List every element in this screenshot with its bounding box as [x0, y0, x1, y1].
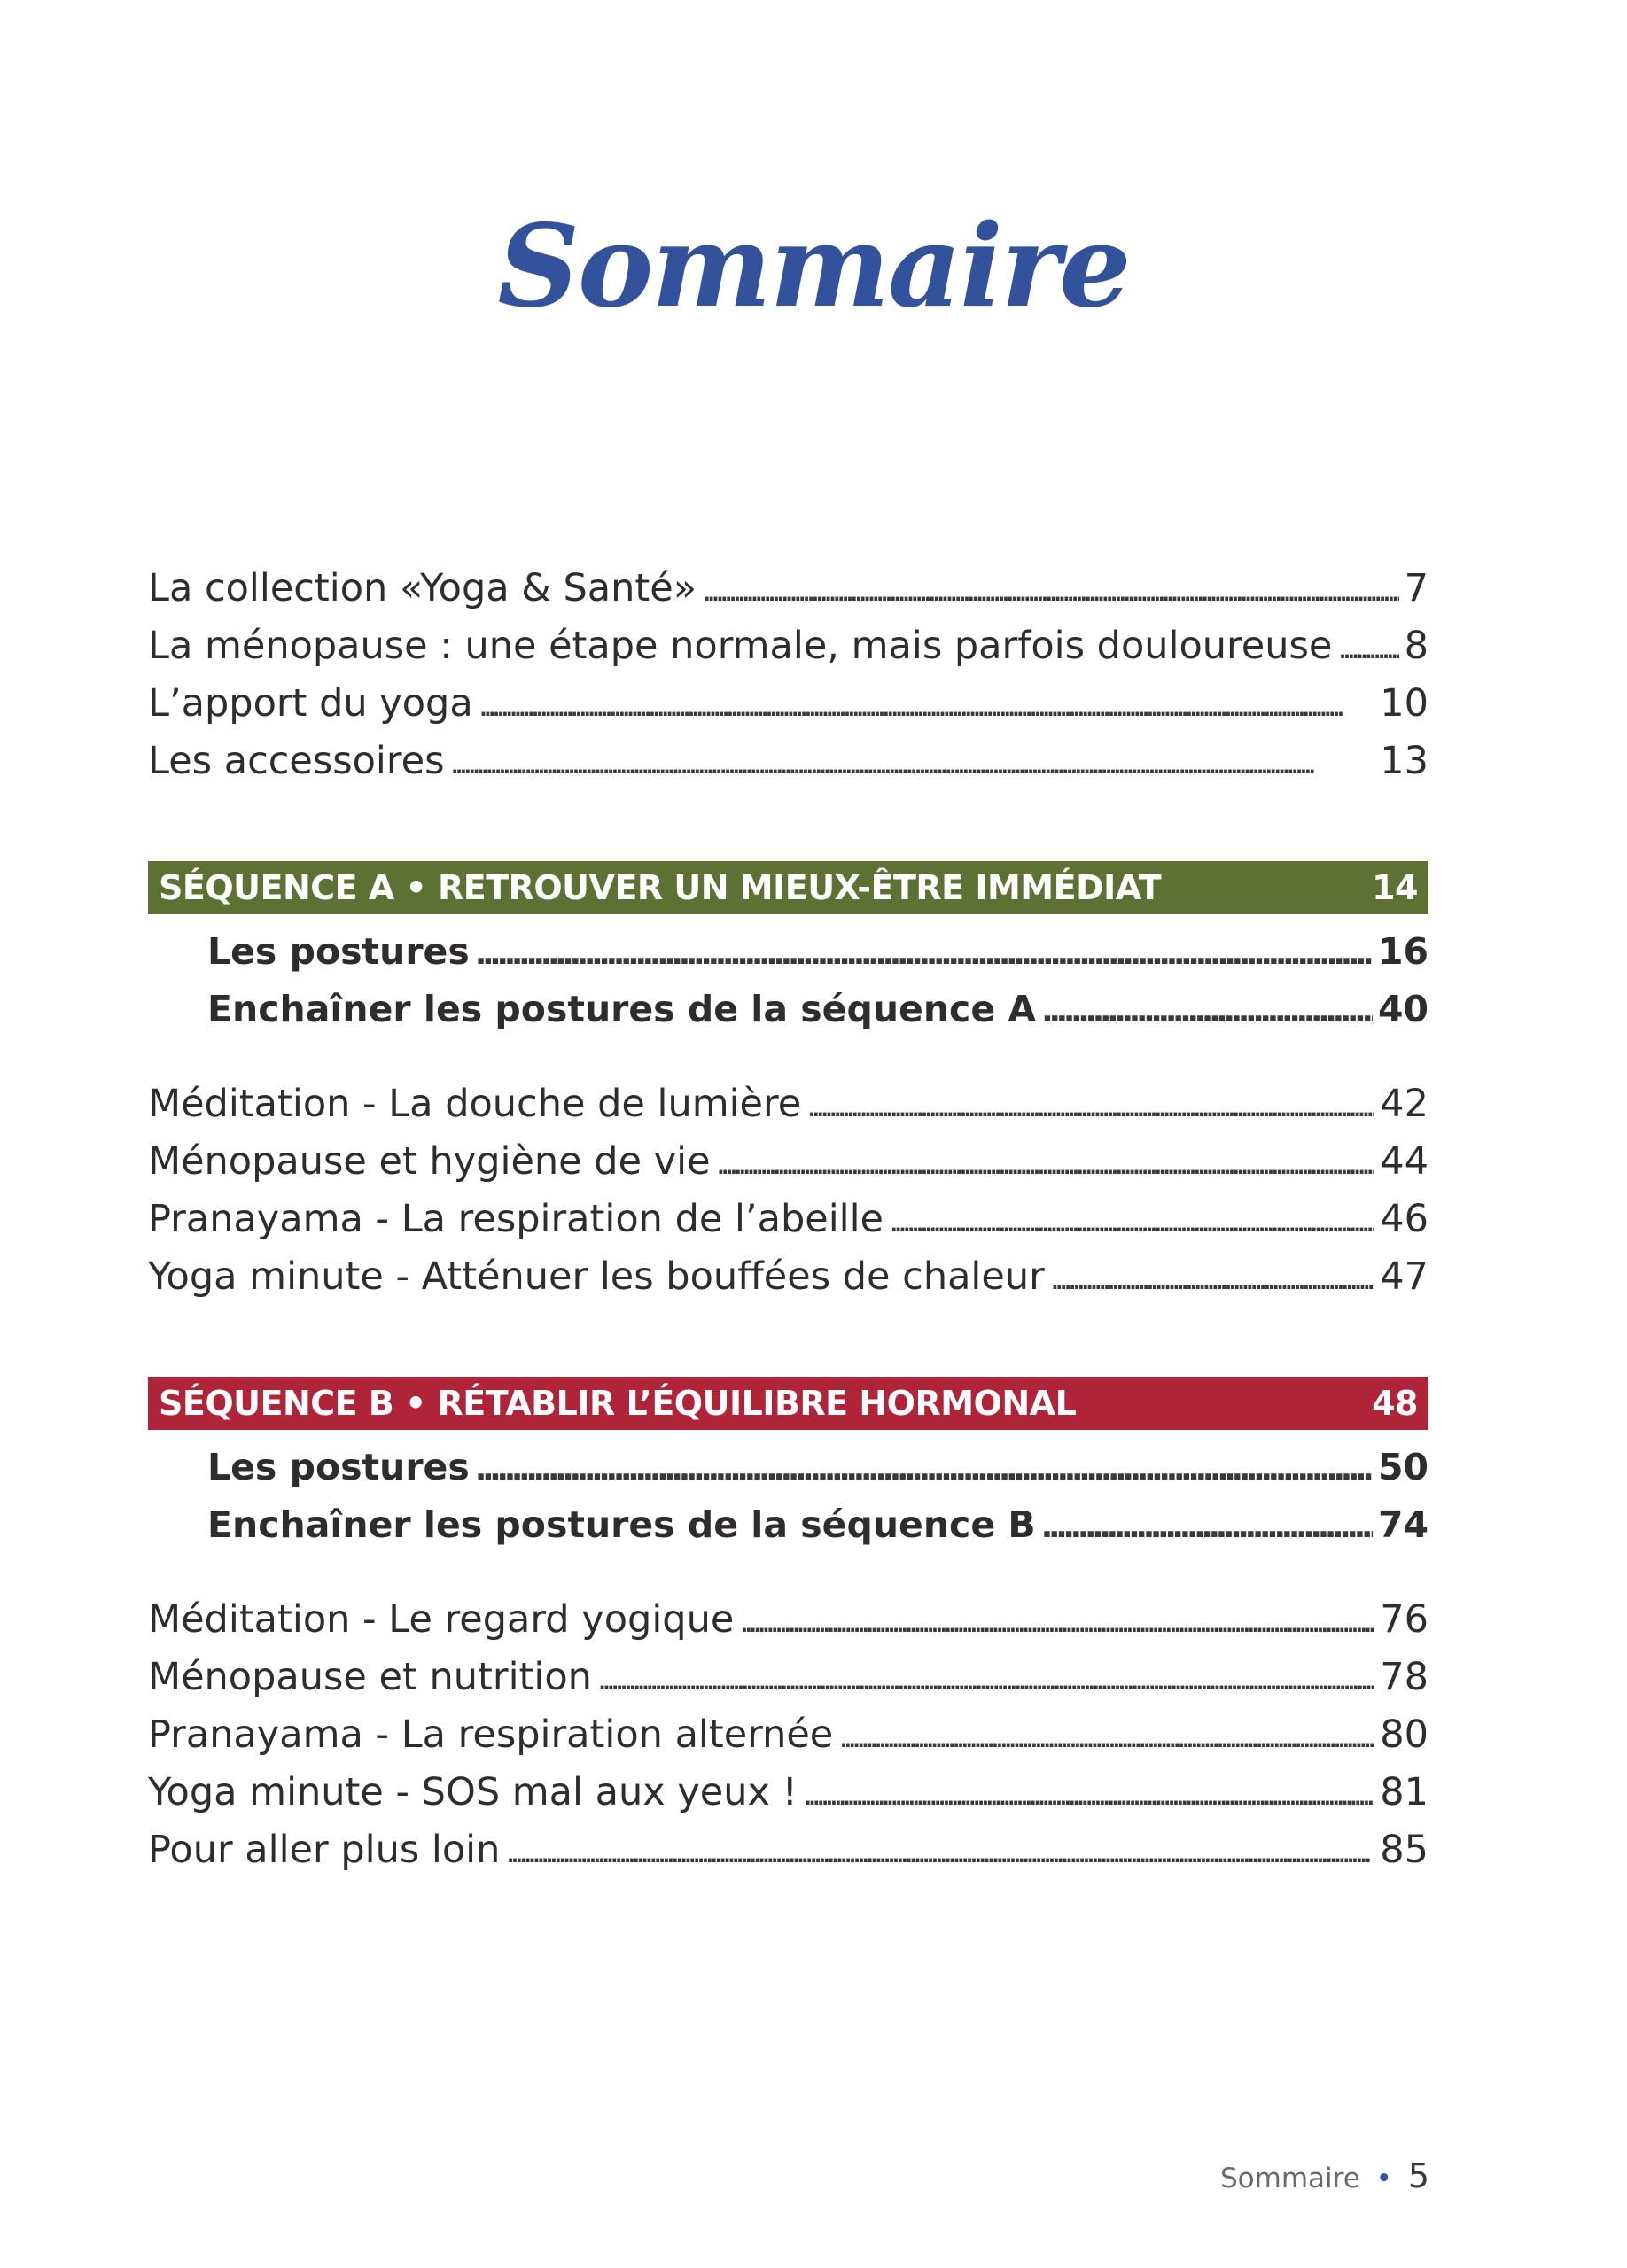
dot-leader — [702, 560, 1399, 617]
dot-leader — [449, 733, 1374, 790]
toc-entry-label: Méditation - Le regard yogique — [148, 1597, 735, 1642]
toc-subentry-page: 50 — [1377, 1446, 1428, 1488]
toc-entry-page: 46 — [1380, 1197, 1428, 1241]
toc-entry-page: 8 — [1404, 624, 1428, 668]
dot-leader — [838, 1706, 1374, 1764]
page-number: 5 — [1407, 2156, 1429, 2195]
toc-entry[interactable] — [148, 617, 1428, 675]
dot-leader — [1337, 617, 1398, 675]
toc-entry-label: Yoga minute - SOS mal aux yeux ! — [148, 1770, 798, 1814]
page-footer — [1220, 2156, 1429, 2195]
toc-subentry-label: Enchaîner les postures de la séquence B — [207, 1503, 1036, 1546]
toc-entry-page: 13 — [1380, 739, 1428, 783]
toc-entry-label: La collection «Yoga & Santé» — [148, 566, 697, 610]
dot-leader — [739, 1591, 1374, 1649]
dot-leader — [803, 1764, 1374, 1821]
toc-subentry-page: 40 — [1377, 988, 1428, 1030]
toc-subentry-page: 74 — [1377, 1503, 1428, 1546]
spacer — [148, 1038, 1428, 1076]
toc-entry-page: 44 — [1380, 1139, 1428, 1184]
dot-leader — [597, 1649, 1374, 1706]
toc-entry-label: Les accessoires — [148, 739, 445, 783]
toc-entry-page: 76 — [1380, 1597, 1428, 1642]
footer-bullet: • — [1375, 2163, 1392, 2194]
toc-entry-label: La ménopause : une étape normale, mais parfois douloureuse — [148, 624, 1333, 668]
sequence-a-heading[interactable] — [148, 861, 1428, 914]
toc-entry-page: 85 — [1380, 1828, 1428, 1872]
toc-entry[interactable] — [148, 1133, 1428, 1191]
toc-subentry[interactable] — [148, 923, 1428, 981]
page-title: Sommaire — [497, 199, 1130, 333]
dot-leader — [475, 923, 1373, 981]
toc-entry[interactable] — [148, 560, 1428, 617]
spacer — [148, 1306, 1428, 1377]
toc-entry-label: Pranayama - La respiration alternée — [148, 1713, 834, 1757]
toc-entry-page: 7 — [1404, 566, 1428, 610]
toc-entry-page: 10 — [1380, 681, 1428, 726]
spacer — [148, 790, 1428, 861]
dot-leader — [889, 1191, 1374, 1248]
toc-entry[interactable] — [148, 1248, 1428, 1306]
toc-entry[interactable] — [148, 675, 1428, 733]
toc-entry[interactable] — [148, 733, 1428, 790]
toc-entry-page: 47 — [1380, 1254, 1428, 1299]
toc-entry-label: Ménopause et hygiène de vie — [148, 1139, 711, 1184]
dot-leader — [716, 1133, 1375, 1191]
sequence-b-title: SÉQUENCE B • RÉTABLIR L’ÉQUILIBRE HORMONAL — [159, 1384, 1077, 1423]
sequence-b-heading[interactable] — [148, 1377, 1428, 1430]
dot-leader — [1050, 1248, 1375, 1306]
spacer — [148, 1554, 1428, 1591]
toc-entry-label: Yoga minute - Atténuer les bouffées de chaleur — [148, 1254, 1045, 1299]
dot-leader — [806, 1076, 1374, 1133]
toc-entry[interactable] — [148, 1591, 1428, 1649]
toc-subentry[interactable] — [148, 1496, 1428, 1554]
footer-section-label: Sommaire — [1220, 2163, 1360, 2194]
toc-subentry-label: Les postures — [207, 1446, 470, 1488]
toc-entry[interactable] — [148, 1649, 1428, 1706]
toc-entry[interactable] — [148, 1191, 1428, 1248]
table-of-contents — [148, 560, 1428, 1879]
toc-entry[interactable] — [148, 1076, 1428, 1133]
toc-subentry[interactable] — [148, 981, 1428, 1038]
toc-entry-page: 80 — [1380, 1713, 1428, 1757]
toc-entry-label: L’apport du yoga — [148, 681, 473, 726]
dot-leader — [505, 1821, 1374, 1879]
sequence-a-title: SÉQUENCE A • RETROUVER UN MIEUX-ÊTRE IMMÉDIAT — [159, 868, 1162, 907]
dot-leader — [1041, 981, 1373, 1038]
toc-entry-page: 78 — [1380, 1655, 1428, 1699]
toc-subentry[interactable] — [148, 1439, 1428, 1496]
toc-entry[interactable] — [148, 1821, 1428, 1879]
sequence-a-page: 14 — [1372, 868, 1418, 907]
toc-subentry-label: Enchaîner les postures de la séquence A — [207, 988, 1037, 1030]
toc-entry-label: Ménopause et nutrition — [148, 1655, 592, 1699]
toc-entry-label: Méditation - La douche de lumière — [148, 1082, 802, 1126]
toc-entry-label: Pranayama - La respiration de l’abeille — [148, 1197, 884, 1241]
toc-entry[interactable] — [148, 1764, 1428, 1821]
dot-leader — [475, 1439, 1373, 1496]
dot-leader — [1041, 1496, 1373, 1554]
sequence-b-page: 48 — [1372, 1384, 1418, 1423]
toc-subentry-page: 16 — [1377, 930, 1428, 973]
dot-leader — [479, 675, 1375, 733]
toc-entry-page: 42 — [1380, 1082, 1428, 1126]
toc-entry-label: Pour aller plus loin — [148, 1828, 501, 1872]
toc-entry[interactable] — [148, 1706, 1428, 1764]
toc-subentry-label: Les postures — [207, 930, 470, 973]
toc-entry-page: 81 — [1380, 1770, 1428, 1814]
